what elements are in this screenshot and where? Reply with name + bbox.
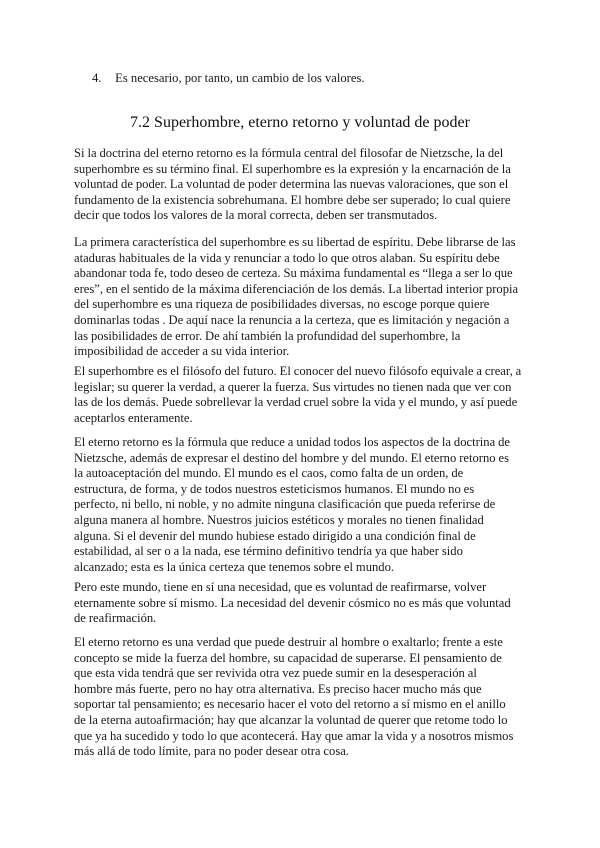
- paragraph-line: alguna. Si el devenir del mundo hubiese estado dirigido a una condición final de: [74, 528, 476, 543]
- paragraph-line: perfecto, ni bello, ni noble, y no admite ninguna clasificación que pueda referirse de: [74, 497, 496, 512]
- paragraph-line: dominarlas todas . De aquí nace la renuncia a la certeza, que es limitación y negación a: [74, 312, 510, 327]
- paragraph-line: voluntad de poder. La voluntad de poder determina las nuevas valoraciones, que son el: [74, 177, 509, 192]
- paragraph-line: de la eterna autoafirmación; hay que alcanzar la voluntad de querer que retome todo lo: [74, 712, 508, 727]
- paragraph-line: Si la doctrina del eterno retorno es la fórmula central del filosofar de Nietzsche, la del: [74, 146, 504, 160]
- paragraph-line: que esta vida tendrá que ser revivida otra vez puede sumir en la desesperación al: [74, 666, 477, 681]
- paragraph-line: soportar tal pensamiento; es necesario hacer el voto del retorno a sí mismo en el anillo: [74, 697, 506, 712]
- paragraph-necesidad-mundo: [74, 580, 526, 627]
- paragraph-superhombre-definition: [74, 146, 526, 224]
- paragraph-line: legislar; su querer la verdad, a querer la fuerza. Sus virtudes no tienen nada que ver con: [74, 379, 512, 394]
- paragraph-line: ataduras habituales de la vida y renunciar a todo lo que otros alaban. Su espíritu debe: [74, 250, 500, 265]
- list-item-text: Es necesario, por tanto, un cambio de los valores.: [115, 71, 365, 85]
- paragraph-line: decir que todos los valores de la moral correcta, deben ser transmutados.: [74, 208, 438, 223]
- paragraph-line: hombre más fuerte, pero no hay otra alternativa. Es preciso hacer mucho más que: [74, 681, 482, 696]
- paragraph-line: la autoaceptación del mundo. El mundo es el caos, como falta de un orden, de: [74, 466, 464, 481]
- paragraph-line: de reafirmación.: [74, 611, 157, 626]
- list-item-number: 4.: [92, 71, 102, 85]
- paragraph-filosofo-futuro: [74, 364, 526, 426]
- paragraph-line: alcanzado; esta es la única certeza que tenemos sobre el mundo.: [74, 559, 395, 574]
- paragraph-eterno-retorno-formula: [74, 435, 526, 575]
- paragraph-line: estructura, de forma, y de todos nuestros esteticismos humanos. El mundo no es: [74, 481, 475, 496]
- paragraph-line: las posibilidades de error. De ahí también la profundidad del superhombre, la: [74, 328, 461, 343]
- numbered-list-item: [92, 71, 365, 86]
- paragraph-line: aceptarlos enteramente.: [74, 410, 193, 425]
- paragraph-libertad-espiritu: [74, 235, 526, 360]
- paragraph-line: que ya ha sucedido y todo lo que acontecerá. Hay que amar la vida y a nosotros mismos: [74, 728, 514, 743]
- section-title: 7.2 Superhombre, eterno retorno y voluntad de poder: [130, 114, 470, 131]
- paragraph-line: imposibilidad de acceder a su vida interior.: [74, 344, 290, 359]
- paragraph-line: Nietzsche, además de expresar el destino del hombre y del mundo. El eterno retorno es: [74, 450, 510, 465]
- paragraph-line: del superhombre es una riqueza de posibilidades diversas, no escoge porque quiere: [74, 297, 490, 312]
- paragraph-line: alguna manera al hombre. Nuestros juicios estéticos y morales no tienen finalidad: [74, 512, 484, 527]
- paragraph-line: eternamente sobre sí mismo. La necesidad del devenir cósmico no es más que voluntad: [74, 595, 511, 610]
- paragraph-line: El superhombre es el filósofo del futuro. El conocer del nuevo filósofo equivale a crear, a: [74, 364, 522, 378]
- paragraph-line: La primera característica del superhombre es su libertad de espíritu. Debe librarse de las: [74, 235, 516, 249]
- paragraph-line: El eterno retorno es una verdad que puede destruir al hombre o exaltarlo; frente a este: [74, 635, 503, 649]
- paragraph-line: El eterno retorno es la fórmula que reduce a unidad todos los aspectos de la doctrina de: [74, 435, 511, 449]
- paragraph-line: superhombre es su término final. El superhombre es la expresión y la encarnación de la: [74, 161, 511, 176]
- paragraph-line: estabilidad, al ser o a la nada, ese término definitivo tendría ya que haber sido: [74, 544, 463, 559]
- paragraph-line: abandonar toda fe, todo deseo de certeza. Su máxima fundamental es “llega a ser lo que: [74, 266, 513, 281]
- paragraph-line: concepto se mide la fuerza del hombre, su capacidad de superarse. El pensamiento de: [74, 650, 502, 665]
- paragraph-line: eres”, en el sentido de la máxima diferenciación de los demás. La libertad interior propia: [74, 281, 519, 296]
- paragraph-line: fundamento de la existencia sobrehumana. El hombre debe ser superado; lo cual quiere: [74, 192, 511, 207]
- paragraph-verdad-destruir: [74, 635, 526, 760]
- paragraph-line: Pero este mundo, tiene en sí una necesidad, que es voluntad de reafirmarse, volver: [74, 580, 487, 594]
- paragraph-line: las de los demás. Puede sobrellevar la verdad cruel sobre la vida y el mundo, y así puede: [74, 395, 518, 410]
- paragraph-line: más allá de todo límite, para no poder desear otra cosa.: [74, 744, 349, 759]
